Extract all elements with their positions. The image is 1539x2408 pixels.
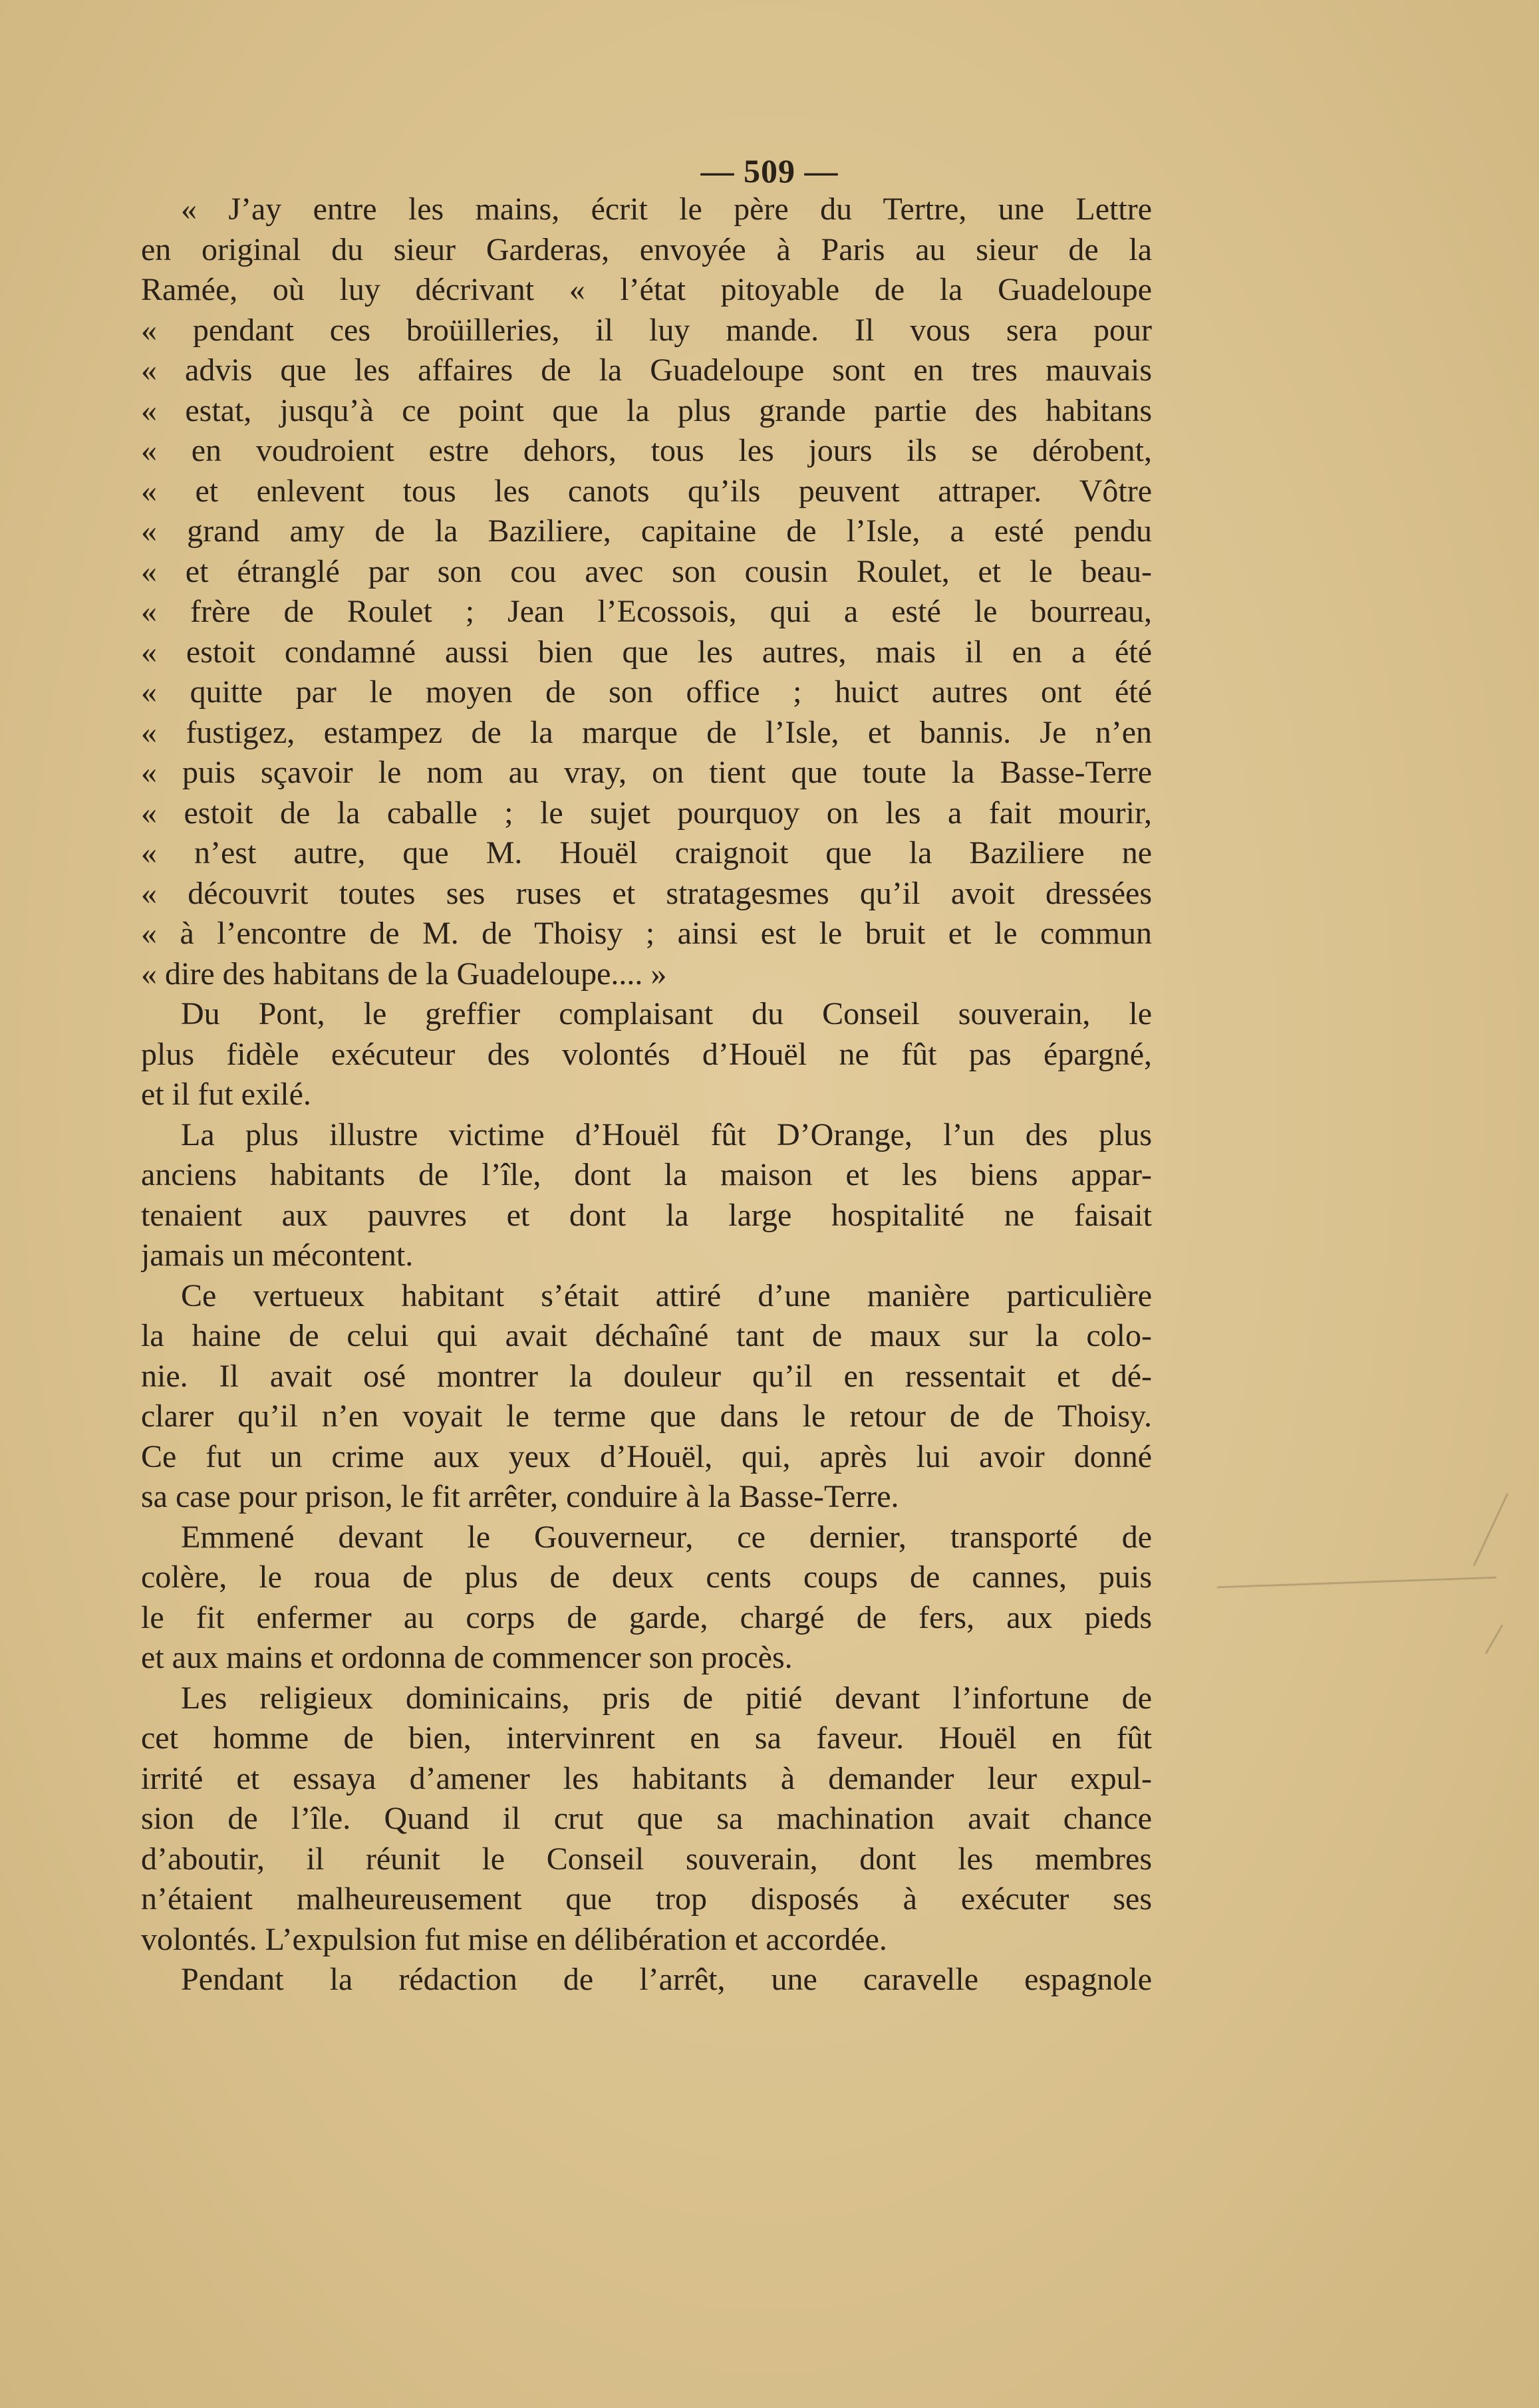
text-line: « J’ay entre les mains, écrit le père du Tertre, une Lettre	[181, 192, 1152, 227]
text-line: et il fut exilé.	[141, 1077, 311, 1112]
margin-mark	[1485, 1625, 1504, 1655]
text-line: le fit enfermer au corps de garde, chargé de fers, aux pieds	[141, 1599, 1152, 1635]
text-line: jamais un mécontent.	[141, 1238, 414, 1273]
text-line: sa case pour prison, le fit arrêter, conduire à la Basse-Terre.	[141, 1479, 899, 1514]
text-line: Ramée, où luy décrivant « l’état pitoyable de la Guadeloupe	[141, 272, 1152, 307]
text-line: Ce fut un crime aux yeux d’Houël, qui, après lui avoir donné	[141, 1438, 1152, 1474]
text-line: « puis sçavoir le nom au vray, on tient que toute la Basse-Terre	[141, 755, 1152, 790]
margin-mark	[1217, 1577, 1496, 1589]
text-line: Ce vertueux habitant s’était attiré d’une manière particulière	[181, 1277, 1152, 1313]
text-line: n’étaient malheureusement que trop disposés à exécuter ses	[141, 1881, 1152, 1917]
text-line: sion de l’île. Quand il crut que sa machination avait chance	[141, 1801, 1152, 1836]
text-line: « et enlevent tous les canots qu’ils peuvent attraper. Vôtre	[141, 473, 1152, 509]
body-text	[141, 190, 1152, 2000]
text-line: « découvrit toutes ses ruses et stratagesmes qu’il avoit dressées	[141, 875, 1152, 911]
text-line: « quitte par le moyen de son office ; huict autres ont été	[141, 674, 1152, 710]
text-line: Les religieux dominicains, pris de pitié devant l’infortune de	[181, 1680, 1152, 1716]
text-line: « n’est autre, que M. Houël craignoit que la Baziliere ne	[141, 835, 1152, 870]
text-line: « estoit condamné aussi bien que les autres, mais il en a été	[141, 634, 1152, 670]
text-line: Du Pont, le greffier complaisant du Conseil souverain, le	[181, 996, 1152, 1031]
margin-mark	[1473, 1493, 1508, 1566]
text-line: La plus illustre victime d’Houël fût D’Orange, l’un des plus	[181, 1117, 1152, 1152]
text-line: « et étranglé par son cou avec son cousin Roulet, et le beau-	[141, 553, 1152, 589]
text-line: anciens habitants de l’île, dont la maison et les biens appar-	[141, 1157, 1152, 1192]
text-line: d’aboutir, il réunit le Conseil souverain, dont les membres	[141, 1841, 1152, 1877]
text-line: « estoit de la caballe ; le sujet pourquoy on les a fait mourir,	[141, 795, 1152, 831]
text-line: tenaient aux pauvres et dont la large hospitalité ne faisait	[141, 1197, 1152, 1233]
text-line: clarer qu’il n’en voyait le terme que dans le retour de de Thoisy.	[141, 1399, 1152, 1434]
text-line: « pendant ces broüilleries, il luy mande. Il vous sera pour	[141, 312, 1152, 348]
text-line: en original du sieur Garderas, envoyée à Paris au sieur de la	[141, 231, 1152, 267]
text-line: volontés. L’expulsion fut mise en délibération et accordée.	[141, 1921, 887, 1957]
text-line: nie. Il avait osé montrer la douleur qu’il en ressentait et dé-	[141, 1358, 1152, 1394]
text-line: « fustigez, estampez de la marque de l’Isle, et bannis. Je n’en	[141, 714, 1152, 750]
text-line: « estat, jusqu’à ce point que la plus grande partie des habitans	[141, 392, 1152, 428]
text-line: « advis que les affaires de la Guadeloupe sont en tres mauvais	[141, 352, 1152, 388]
text-line: et aux mains et ordonna de commencer son procès.	[141, 1640, 793, 1675]
text-line: la haine de celui qui avait déchaîné tant de maux sur la colo-	[141, 1318, 1152, 1353]
text-line: cet homme de bien, intervinrent en sa faveur. Houël en fût	[141, 1720, 1152, 1756]
text-line: « à l’encontre de M. de Thoisy ; ainsi est le bruit et le commun	[141, 916, 1152, 951]
text-line: Emmené devant le Gouverneur, ce dernier, transporté de	[181, 1519, 1152, 1555]
text-line: « en voudroient estre dehors, tous les jours ils se dérobent,	[141, 433, 1152, 468]
text-line: « grand amy de la Baziliere, capitaine de l’Isle, a esté pendu	[141, 513, 1152, 549]
text-line: « frère de Roulet ; Jean l’Ecossois, qui a esté le bourreau,	[141, 594, 1152, 629]
text-line: « dire des habitans de la Guadeloupe.... »	[141, 956, 667, 992]
text-line: Pendant la rédaction de l’arrêt, une caravelle espagnole	[181, 1962, 1152, 1997]
text-line: irrité et essaya d’amener les habitants à demander leur expul-	[141, 1760, 1152, 1796]
text-line: colère, le roua de plus de deux cents coups de cannes, puis	[141, 1559, 1152, 1595]
text-line: plus fidèle exécuteur des volontés d’Houël ne fût pas épargné,	[141, 1036, 1152, 1072]
page-number: — 509 —	[700, 152, 839, 190]
